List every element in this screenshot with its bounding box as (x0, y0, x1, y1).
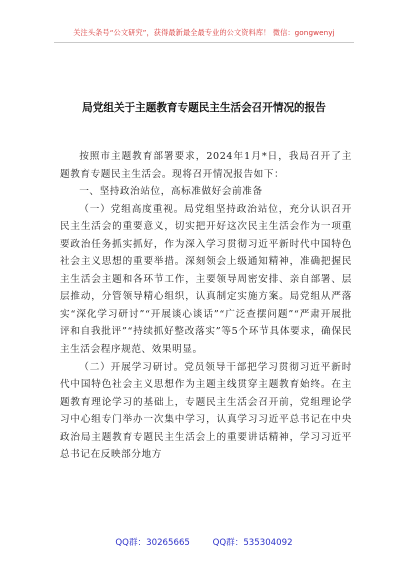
document-title: 局党组关于主题教育专题民主生活会召开情况的报告 (82, 102, 326, 114)
section-heading-1: 一、坚持政治站位，高标准做好会前准备 (79, 186, 263, 198)
intro-paragraph: 按照市主题教育部署要求，2024年1月*日，我局召开了主题教育专题民主生活会。现将召开情况报告如下： (60, 151, 352, 180)
item-body-2: 党员领导干部把学习贯彻习近平新时代中国特色社会主义思想作为主题主线贯穿主题教育始终。在主题教育理论学习的基础上，专题民主生活会召开前，党组理论学习中心组专门举办一次集中学习，认真学习习近平总书记在中央政治局主题教育专题民主生活会上的重要讲话精神，学习习近平总书记在反映部分地方 (60, 361, 352, 461)
item-lead-1: （一）党组高度重视。 (79, 203, 185, 215)
item-lead-2: （二）开展学习研讨。 (79, 361, 185, 373)
item-body-1: 局党组坚持政治站位，充分认识召开民主生活会的重要意义，切实把开好这次民主生活会作为一项重要政治任务抓实抓好，作为深入学习贯彻习近平新时代中国特色社会主义思想的重要举措。深刻领会上级通知精神，准确把握民主生活会主题和各环节工作，主要领导周密安排、亲自部署、层层推动，分管领导精心组织，认真制定实施方案。局党组从严落实“深化学习研讨”“开展谈心谈话”“广泛查摆问题”“严肃开展批评和自我批评”“持续抓好整改落实”等5个环节具体要求，确保民主生活会程序规范、效果明显。 (60, 203, 352, 356)
footer-qq-groups (0, 536, 408, 548)
document-body (60, 148, 352, 464)
header-divider (54, 42, 354, 43)
qq-group-2: QQ群：535304092 (212, 538, 293, 548)
promo-banner: 关注头条号“公文研究”，获得最新最全最专业的公文资料库！ 微信：gongwenyj (73, 28, 335, 37)
item-paragraph-2 (60, 359, 352, 464)
item-paragraph-1 (60, 201, 352, 359)
qq-group-1: QQ群：30265665 (115, 538, 190, 548)
